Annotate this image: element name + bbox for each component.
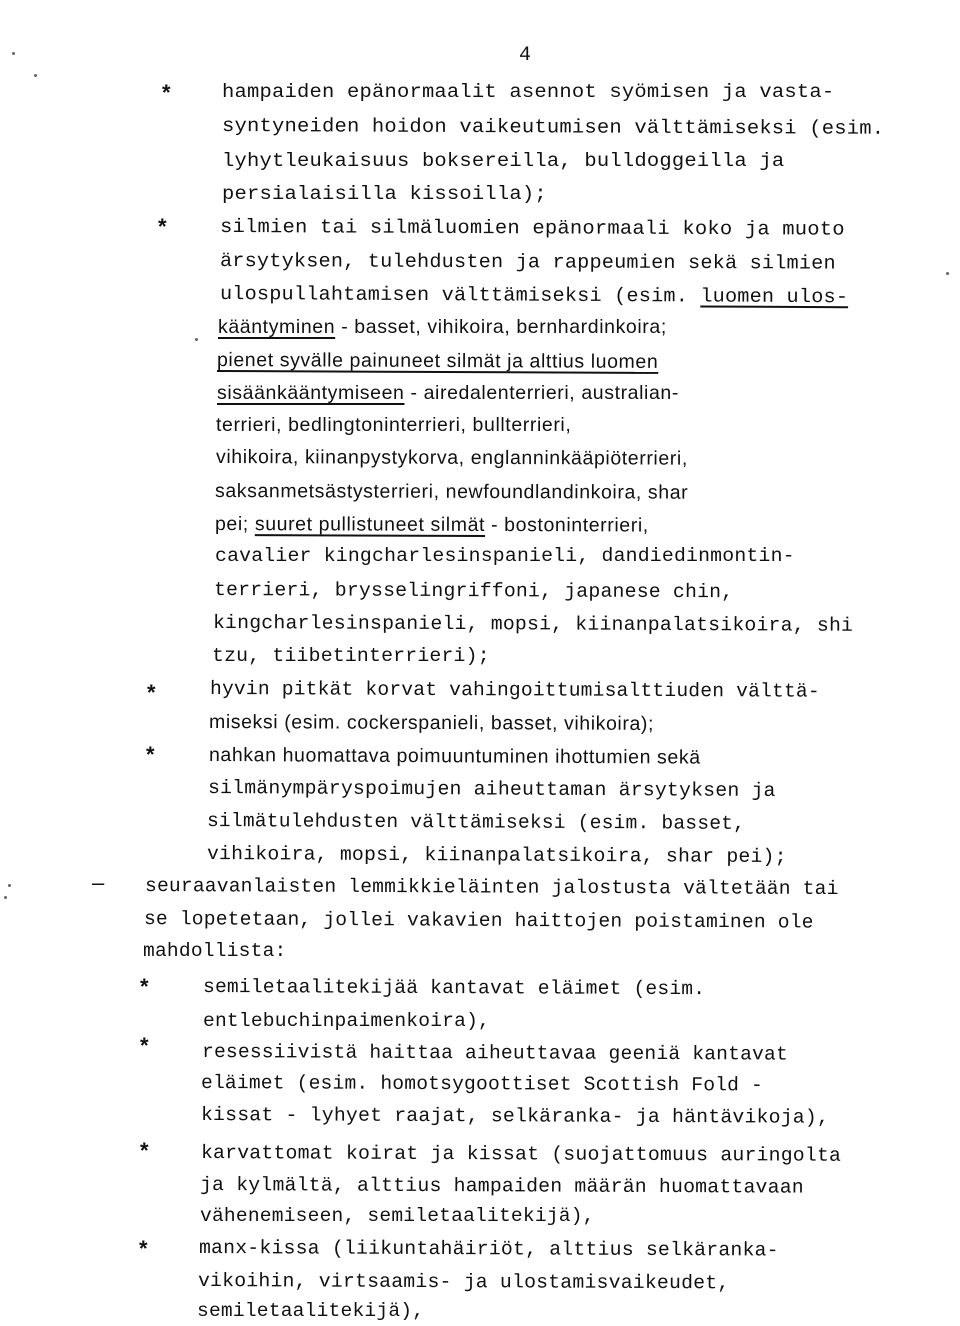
text-line: kingcharlesinspanieli, mopsi, kiinanpalatsikoira, shi [212,612,854,637]
text-line: nahkan huomattava poimuuntuminen ihottumien sekä [208,744,701,769]
text-line: kissat - lyhyet raajat, selkäranka- ja häntävikoja), [200,1104,830,1129]
scan-speck [4,896,7,899]
text-line: entlebuchinpaimenkoira), [203,1010,490,1032]
text-line: ärsytyksen, tulehdusten ja rappeumien sekä silmien [219,250,836,275]
text-line: pei; suuret pullistuneet silmät - bostoninterrieri, [214,513,649,537]
scan-speck [195,338,198,341]
text-line: silmänympäryspoimujen aiheuttaman ärsytyksen ja [207,777,776,802]
text-line: vihikoira, mopsi, kiinanpalatsikoira, shar pei); [206,843,787,869]
bullet-dash: – [92,870,105,895]
bullet-star: * [146,742,155,767]
text-line: terrieri, bedlingtoninterrieri, bullterrieri, [216,414,572,436]
text-line: kääntyminen - basset, vihikoira, bernhardinkoira; [218,316,667,338]
underlined-phrase: suuret pullistuneet silmät [254,513,486,536]
text-line [217,351,658,372]
text-line: mahdollista: [143,940,287,962]
text-line: syntyneiden hoidon vaikeutumisen välttämiseksi (esim. [221,115,885,140]
text-line: sisäänkääntymiseen - airedalenterrieri, australian- [217,382,679,404]
scan-speck [12,52,15,55]
underlined-phrase: pienet syvälle painuneet silmät ja alttius luomen [216,349,659,373]
bullet-star: * [147,680,156,705]
text-line: cavalier kingcharlesinspanieli, dandiedinmontin- [215,545,795,567]
text-line: tzu, tiibetinterrieri); [212,645,490,667]
text-line: saksanmetsästysterrieri, newfoundlandinkoira, shar [214,480,689,504]
underlined-phrase: kääntyminen [218,316,336,338]
text-line: semiletaalitekijää kantavat eläimet (esim. [202,976,706,1001]
text-line: vähenemiseen, semiletaalitekijä), [200,1205,595,1227]
underlined-phrase: luomen ulos- [700,285,849,309]
text-line: seuraavanlaisten lemmikkieläinten jalostusta vältetään tai [144,875,839,901]
bullet-star: * [140,974,149,999]
text-line: karvattomat koirat ja kissat (suojattomuus auringolta [200,1142,842,1167]
text-line: persialaisilla kissoilla); [222,183,547,205]
page-number: 4 [519,44,532,67]
text-line: hyvin pitkät korvat vahingoittumisalttiuden välttä- [209,678,820,703]
bullet-star: * [140,1138,149,1163]
text-line: eläimet (esim. homotsygoottiset Scottish Fold - [200,1072,764,1097]
bullet-star: * [140,1033,149,1058]
text-line: silmätulehdusten välttämiseksi (esim. basset, [206,810,746,835]
scan-speck [8,884,11,887]
text-line: ja kylmältä, alttius hampaiden määrän huomattavaan [199,1174,804,1199]
underlined-phrase: sisäänkääntymiseen [217,382,405,404]
text-line: ulospullahtamisen välttämiseksi (esim. luomen ulos- [219,283,849,309]
text-line: semiletaalitekijä), [197,1300,425,1322]
text-line: vikoihin, virtsaamis- ja ulostamisvaikeudet, [197,1270,730,1295]
text-line: miseksi (esim. cockerspanieli, basset, vihikoira); [208,711,655,735]
bullet-star: * [139,1236,148,1261]
bullet-star: * [158,214,167,239]
text-line: lyhytleukaisuus boksereilla, bulldoggeilla ja [222,150,785,172]
bullet-star: * [162,80,171,105]
text-line: resessiivistä haittaa aiheuttavaa geeniä kantavat [201,1041,788,1066]
text-line: hampaiden epänormaalit asennot syömisen ja vasta- [222,81,835,103]
text-line: vihikoira, kiinanpystykorva, englanninkääpiöterrieri, [215,446,688,470]
scan-speck [946,272,949,275]
text-line: silmien tai silmäluomien epänormaali koko ja muoto [219,216,845,241]
text-line: manx-kissa (liikuntahäiriöt, alttius selkäranka- [198,1237,779,1262]
text-line: terrieri, brysselingriffoni, japanese chin, [213,579,734,604]
text-line: se lopetetaan, jollei vakavien haittojen poistaminen ole [143,908,814,934]
scan-speck [34,74,37,77]
